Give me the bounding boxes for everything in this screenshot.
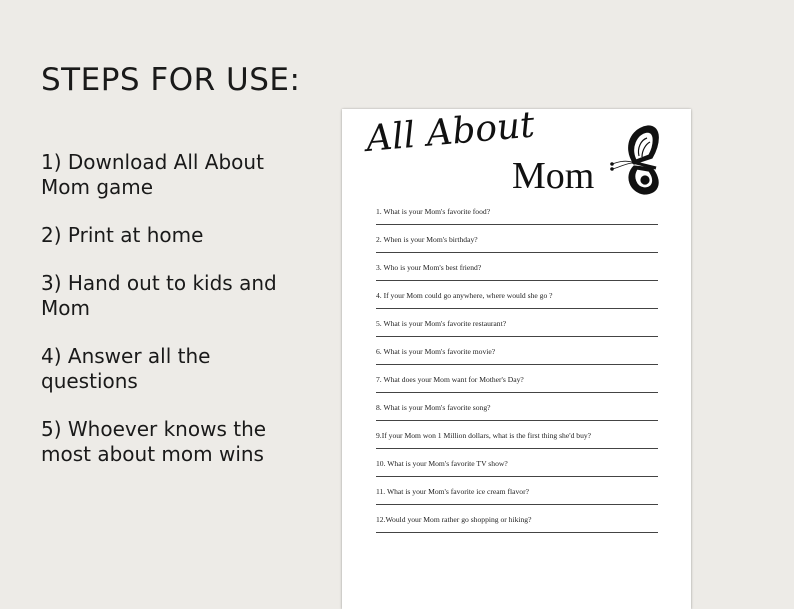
question-text: 7. What does your Mom want for Mother's Day?: [376, 375, 524, 384]
question-list: [376, 207, 658, 543]
question-item: [376, 375, 658, 403]
step-item: 1) Download All About Mom game: [41, 150, 264, 199]
question-item: [376, 207, 658, 235]
question-text: 12.Would your Mom rather go shopping or hiking?: [376, 515, 532, 524]
steps-title: STEPS FOR USE:: [41, 62, 301, 98]
worksheet-page: [342, 104, 691, 609]
question-item: [376, 403, 658, 431]
step-item: 3) Hand out to kids and Mom: [41, 271, 277, 320]
question-text: 5. What is your Mom's favorite restaurant?: [376, 319, 507, 328]
question-text: 2. When is your Mom's birthday?: [376, 235, 478, 244]
answer-line[interactable]: [376, 364, 658, 365]
question-text: 6. What is your Mom's favorite movie?: [376, 347, 496, 356]
answer-line[interactable]: [376, 280, 658, 281]
question-item: [376, 515, 658, 543]
step-item: 2) Print at home: [41, 223, 204, 247]
answer-line[interactable]: [376, 336, 658, 337]
question-item: [376, 263, 658, 291]
answer-line[interactable]: [376, 224, 658, 225]
answer-line[interactable]: [376, 476, 658, 477]
question-item: [376, 235, 658, 263]
question-item: [376, 347, 658, 375]
answer-line[interactable]: [376, 532, 658, 533]
answer-line[interactable]: [376, 252, 658, 253]
question-text: 1. What is your Mom's favorite food?: [376, 207, 491, 216]
answer-line[interactable]: [376, 392, 658, 393]
question-text: 9.If your Mom won 1 Million dollars, what is the first thing she'd buy?: [376, 431, 592, 440]
answer-line[interactable]: [376, 448, 658, 449]
question-item: [376, 487, 658, 515]
answer-line[interactable]: [376, 504, 658, 505]
question-item: [376, 431, 658, 459]
butterfly-icon: [604, 124, 672, 196]
question-item: [376, 319, 658, 347]
sheet-title-script: All About: [364, 104, 537, 160]
question-text: 10. What is your Mom's favorite TV show?: [376, 459, 508, 468]
step-item: 5) Whoever knows the most about mom wins: [41, 417, 267, 466]
steps-list: [41, 150, 311, 490]
answer-line[interactable]: [376, 420, 658, 421]
sheet-title-main: Mom: [512, 155, 595, 197]
question-text: 11. What is your Mom's favorite ice cream flavor?: [376, 487, 529, 496]
answer-line[interactable]: [376, 308, 658, 309]
question-text: 8. What is your Mom's favorite song?: [376, 403, 491, 412]
step-item: 4) Answer all the questions: [41, 344, 211, 393]
question-text: 3. Who is your Mom's best friend?: [376, 263, 482, 272]
question-item: [376, 291, 658, 319]
question-item: [376, 459, 658, 487]
question-text: 4. If your Mom could go anywhere, where would she go ?: [376, 291, 553, 300]
